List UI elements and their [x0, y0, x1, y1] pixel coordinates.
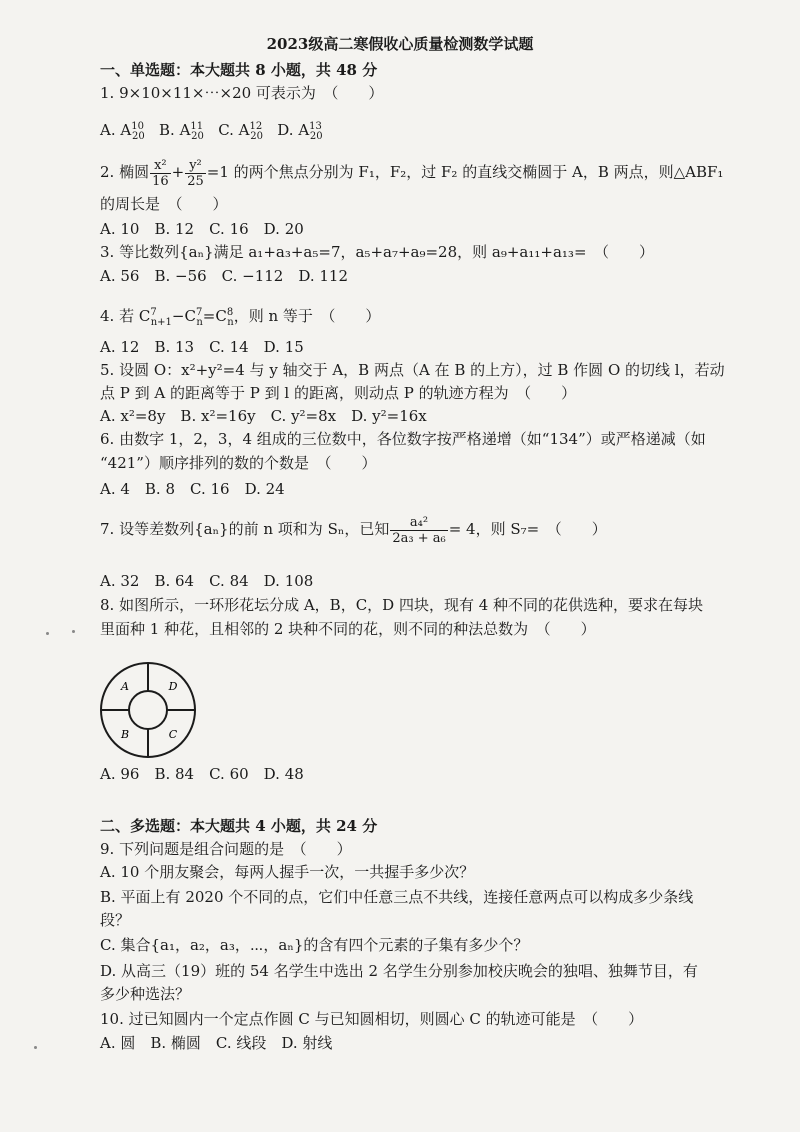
q6-stem-line1: 6. 由数字 1，2，3，4 组成的三位数中，各位数字按严格递增（如“134”）或严格递减（如: [100, 430, 706, 448]
q2-stem: 2. 椭圆 $\frac{\text{x²}}{16}$ + $\frac{\text{y²}}{25}$ =1 的两个焦点分别为 F₁，F₂，过 F₂ 的直线交椭圆于 A，B 两点，则△ABF₁: [100, 157, 724, 189]
q2-stem-cont: 的周长是 （ ）: [100, 195, 228, 213]
q4-stem: 4. 若 $C^7_{n+1}-C^7_n=C^8_n$，则 n 等于 （ ）: [100, 307, 381, 328]
ring-flowerbed-diagram: [98, 660, 198, 760]
region-label-d: D: [168, 680, 178, 693]
q3-options: A. 56 B. −56 C. −112 D. 112: [100, 267, 349, 285]
q1-option-c: C. $A^{12}_{20}$: [218, 121, 263, 142]
q2-options: A. 10 B. 12 C. 16 D. 20: [100, 220, 304, 238]
q8-options: A. 96 B. 84 C. 60 D. 48: [100, 765, 304, 783]
q2-fraction-x: $\frac{\text{x²}}{16}$: [152, 157, 169, 189]
q1-options: [100, 116, 740, 148]
q9-option-c: C. 集合{a₁，a₂，a₃，⋯，aₙ}的含有四个元素的子集有多少个？: [100, 936, 529, 954]
q7-stem: 7. 设等差数列{aₙ}的前 n 项和为 Sₙ，已知 $\frac{\text{a₄²}}{\text{2a₃ + a₆}}$ = 4，则 S₇= （ ）: [100, 514, 607, 546]
q3-stem: 3. 等比数列{aₙ}满足 a₁+a₃+a₅=7，a₅+a₇+a₉=28，则 a₉+a₁₁+a₁₃= （ ）: [100, 243, 655, 261]
q5-stem-line1: 5. 设圆 O：x²+y²=4 与 y 轴交于 A，B 两点（A 在 B 的上方），过 B 作圆 O 的切线 l，若动: [100, 361, 725, 379]
q9-option-d-line2: 多少种选法？: [100, 985, 191, 1003]
scan-speck: [72, 630, 75, 633]
q9-stem: 9. 下列问题是组合问题的是 （ ）: [100, 840, 352, 858]
q1-option-a: A. $A^{10}_{20}$: [100, 121, 145, 142]
region-label-c: C: [168, 728, 178, 741]
ring-inner-circle: [129, 691, 167, 729]
section-1-heading: 一、单选题：本大题共 8 小题，共 48 分: [100, 61, 378, 79]
q1-option-d: D. $A^{13}_{20}$: [277, 121, 323, 142]
q4-options: A. 12 B. 13 C. 14 D. 15: [100, 338, 304, 356]
q2-fraction-y: $\frac{\text{y²}}{25}$: [187, 157, 204, 189]
exam-title: 2023级高二寒假收心质量检测数学试题: [266, 35, 534, 53]
q9-option-b-line2: 段？: [100, 911, 131, 929]
q7-fraction: $\frac{\text{a₄²}}{\text{2a₃ + a₆}}$: [392, 514, 446, 546]
q9-option-d-line1: D. 从高三（19）班的 54 名学生中选出 2 名学生分别参加校庆晚会的独唱、独舞节目，有: [100, 962, 698, 980]
q5-options: A. x²=8y B. x²=16y C. y²=8x D. y²=16x: [100, 407, 427, 425]
scan-speck: [46, 632, 49, 635]
q8-stem-line2: 里面种 1 种花，且相邻的 2 块种不同的花，则不同的种法总数为 （ ）: [100, 620, 596, 638]
q7-options: A. 32 B. 64 C. 84 D. 108: [100, 572, 314, 590]
scan-speck: [34, 1046, 37, 1049]
q6-options: A. 4 B. 8 C. 16 D. 24: [100, 480, 285, 498]
section-2-heading: 二、多选题：本大题共 4 小题，共 24 分: [100, 817, 378, 835]
region-label-a: A: [121, 680, 129, 693]
q8-stem-line1: 8. 如图所示，一环形花坛分成 A，B，C，D 四块，现有 4 种不同的花供选种，要求在每块: [100, 596, 704, 614]
q5-stem-line2: 点 P 到 A 的距离等于 P 到 l 的距离，则动点 P 的轨迹方程为 （ ）: [100, 384, 577, 402]
q10-stem: 10. 过已知圆内一个定点作圆 C 与已知圆相切，则圆心 C 的轨迹可能是 （ ）: [100, 1010, 644, 1028]
q6-stem-line2: “421”）顺序排列的数的个数是 （ ）: [100, 454, 377, 472]
q9-option-a: A. 10 个朋友聚会，每两人握手一次，一共握手多少次？: [100, 863, 475, 881]
q10-options: A. 圆 B. 椭圆 C. 线段 D. 射线: [100, 1034, 333, 1052]
q1-option-b: B. $A^{11}_{20}$: [159, 121, 204, 142]
q9-option-b-line1: B. 平面上有 2020 个不同的点，它们中任意三点不共线，连接任意两点可以构成多少条线: [100, 888, 694, 906]
region-label-b: B: [120, 728, 130, 741]
q1-stem: 1. 9×10×11×⋯×20 可表示为 （ ）: [100, 84, 384, 102]
